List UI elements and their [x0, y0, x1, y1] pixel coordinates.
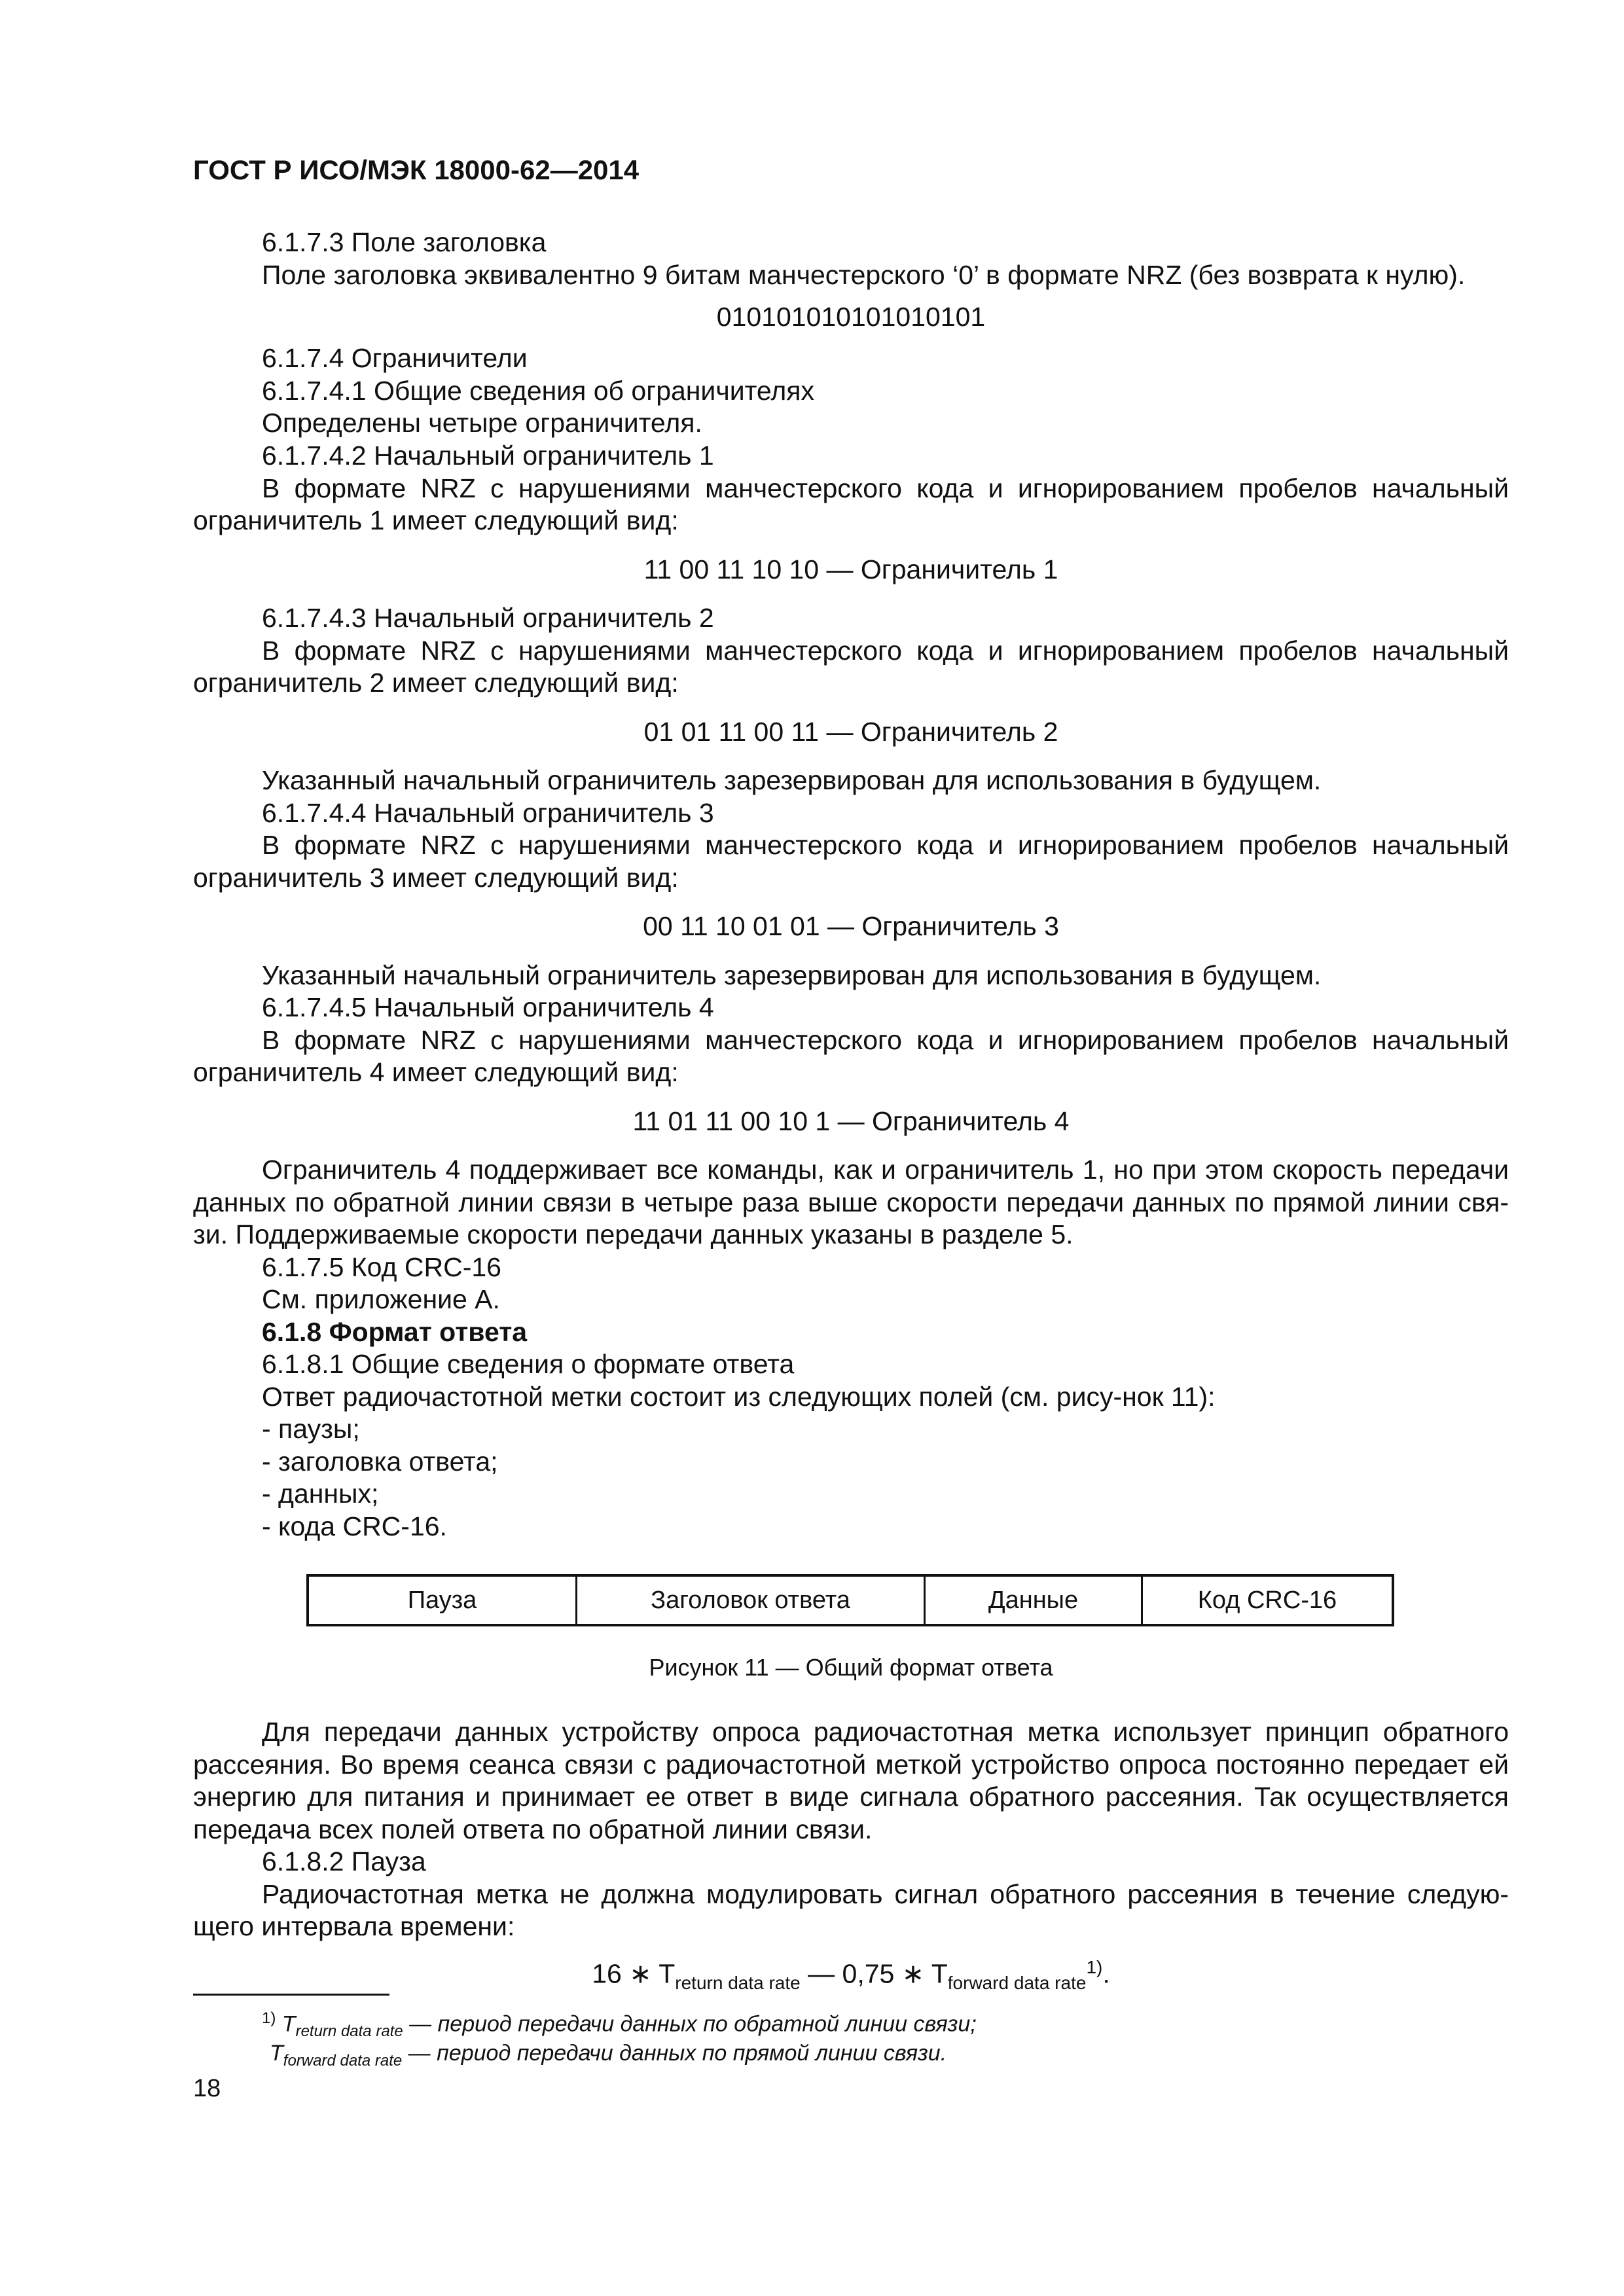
formula-end: . — [1102, 1958, 1110, 1989]
delimiter-code: 01 01 11 00 11 — Ограничитель 2 — [643, 717, 1058, 747]
section-heading: 6.1.7.3 Поле заголовка — [262, 227, 547, 257]
paragraph-line: В формате NRZ с нарушениями манчестерского кода и игнорированием пробелов начальный — [262, 830, 1509, 860]
footnote-t: T — [281, 2011, 296, 2037]
delimiter-code: 11 01 11 00 10 1 — Ограничитель 4 — [632, 1106, 1070, 1136]
paragraph-line: Радиочастотная метка не должна модулировать сигнал обратного рассеяния в течение следую- — [262, 1879, 1509, 1909]
section-heading: 6.1.7.4.4 Начальный ограничитель 3 — [262, 798, 714, 828]
formula-term-b: — 0,75 ∗ T — [800, 1958, 948, 1989]
footnote-2 — [270, 2041, 947, 2070]
paragraph-line: Указанный начальный ограничитель зарезервирован для использования в будущем. — [262, 960, 1322, 990]
section-heading: 6.1.7.4.3 Начальный ограничитель 2 — [262, 603, 714, 633]
paragraph-line: В формате NRZ с нарушениями манчестерского кода и игнорированием пробелов начальный — [262, 636, 1509, 666]
section-heading: 6.1.7.4.2 Начальный ограничитель 1 — [262, 440, 714, 471]
paragraph-line: В формате NRZ с нарушениями манчестерского кода и игнорированием пробелов начальный — [262, 1025, 1509, 1055]
paragraph-line: ограничитель 1 имеет следующий вид: — [193, 505, 679, 535]
delimiter-code: 00 11 10 01 01 — Ограничитель 3 — [643, 911, 1059, 941]
paragraph-line: ограничитель 4 имеет следующий вид: — [193, 1057, 679, 1087]
footnote-ref: 1) — [1086, 1957, 1103, 1977]
footnote-sub: forward data rate — [283, 2051, 403, 2070]
paragraph-line: передача всех полей ответа по обратной линии связи. — [193, 1814, 873, 1844]
formula-sub-b: forward data rate — [947, 1972, 1087, 1993]
footnote-text: — период передачи данных по обратной линии связи; — [403, 2011, 977, 2037]
figure-cell-crc: Код CRC-16 — [1197, 1586, 1337, 1614]
footnote-text: — период передачи данных по прямой линии связи. — [402, 2041, 947, 2066]
section-heading-bold: 6.1.8 Формат ответа — [262, 1317, 528, 1347]
footnote-1 — [262, 2009, 977, 2041]
formula-sub-a: return data rate — [675, 1972, 801, 1993]
bit-sequence: 010101010101010101 — [716, 302, 986, 332]
paragraph-line: Ответ радиочастотной метки состоит из следующих полей (см. рису-нок 11): — [262, 1382, 1216, 1412]
section-heading: 6.1.7.4.1 Общие сведения об ограничителях — [262, 376, 814, 406]
paragraph-line: Для передачи данных устройству опроса радиочастотная метка использует принцип обратного — [262, 1717, 1509, 1747]
paragraph-line: зи. Поддерживаемые скорости передачи данных указаны в разделе 5. — [193, 1219, 1074, 1249]
paragraph-line: энергию для питания и принимает ее ответ в виде сигнала обратного рассеяния. Так осуществляется — [193, 1782, 1509, 1812]
paragraph-line: Указанный начальный ограничитель зарезервирован для использования в будущем. — [262, 765, 1322, 795]
paragraph-line: данных по обратной линии связи в четыре раза выше скорости передачи данных по прямой линии свя- — [193, 1187, 1509, 1217]
paragraph-line: Ограничитель 4 поддерживает все команды, как и ограничитель 1, но при этом скорость передачи — [262, 1155, 1509, 1185]
figure-cell-header: Заголовок ответа — [577, 1577, 926, 1624]
footnote-mark: 1) — [262, 2009, 276, 2027]
list-item: - паузы; — [262, 1414, 360, 1444]
section-heading: 6.1.7.4 Ограничители — [262, 343, 528, 373]
paragraph-line: В формате NRZ с нарушениями манчестерского кода и игнорированием пробелов начальный — [262, 473, 1509, 503]
document-header: ГОСТ Р ИСО/МЭК 18000-62—2014 — [193, 154, 640, 185]
list-item: - кода CRC-16. — [262, 1511, 447, 1541]
formula-term-a: 16 ∗ T — [592, 1958, 676, 1989]
page-number: 18 — [193, 2075, 221, 2102]
paragraph-line: Поле заголовка эквивалентно 9 битам манчестерского ‘0’ в формате NRZ (без возврата к нулю). — [262, 260, 1466, 290]
section-heading: 6.1.7.5 Код CRC-16 — [262, 1252, 501, 1282]
figure-cell-pause: Пауза — [309, 1577, 577, 1624]
formula — [193, 1957, 1509, 1994]
figure-caption: Рисунок 11 — Общий формат ответа — [649, 1654, 1053, 1681]
paragraph-line: щего интервала времени: — [193, 1911, 515, 1941]
section-heading: 6.1.7.4.5 Начальный ограничитель 4 — [262, 992, 714, 1022]
section-heading: 6.1.8.1 Общие сведения о формате ответа — [262, 1349, 795, 1379]
footnote-t: T — [270, 2041, 283, 2066]
section-heading: 6.1.8.2 Пауза — [262, 1846, 426, 1876]
list-item: - данных; — [262, 1479, 379, 1509]
footnote-sub: return data rate — [295, 2022, 403, 2041]
response-format-figure — [306, 1574, 1394, 1626]
paragraph-line: ограничитель 3 имеет следующий вид: — [193, 863, 679, 893]
paragraph-line: ограничитель 2 имеет следующий вид: — [193, 668, 679, 698]
footnote-separator — [193, 1994, 389, 1996]
paragraph-line: рассеяния. Во время сеанса связи с радиочастотной меткой устройство опроса постоянно передает ей — [193, 1749, 1509, 1780]
paragraph-line: См. приложение А. — [262, 1284, 500, 1314]
figure-cell-data: Данные — [926, 1577, 1143, 1624]
paragraph-line: Определены четыре ограничителя. — [262, 408, 702, 438]
delimiter-code: 11 00 11 10 10 — Ограничитель 1 — [643, 554, 1058, 584]
list-item: - заголовка ответа; — [262, 1446, 498, 1477]
